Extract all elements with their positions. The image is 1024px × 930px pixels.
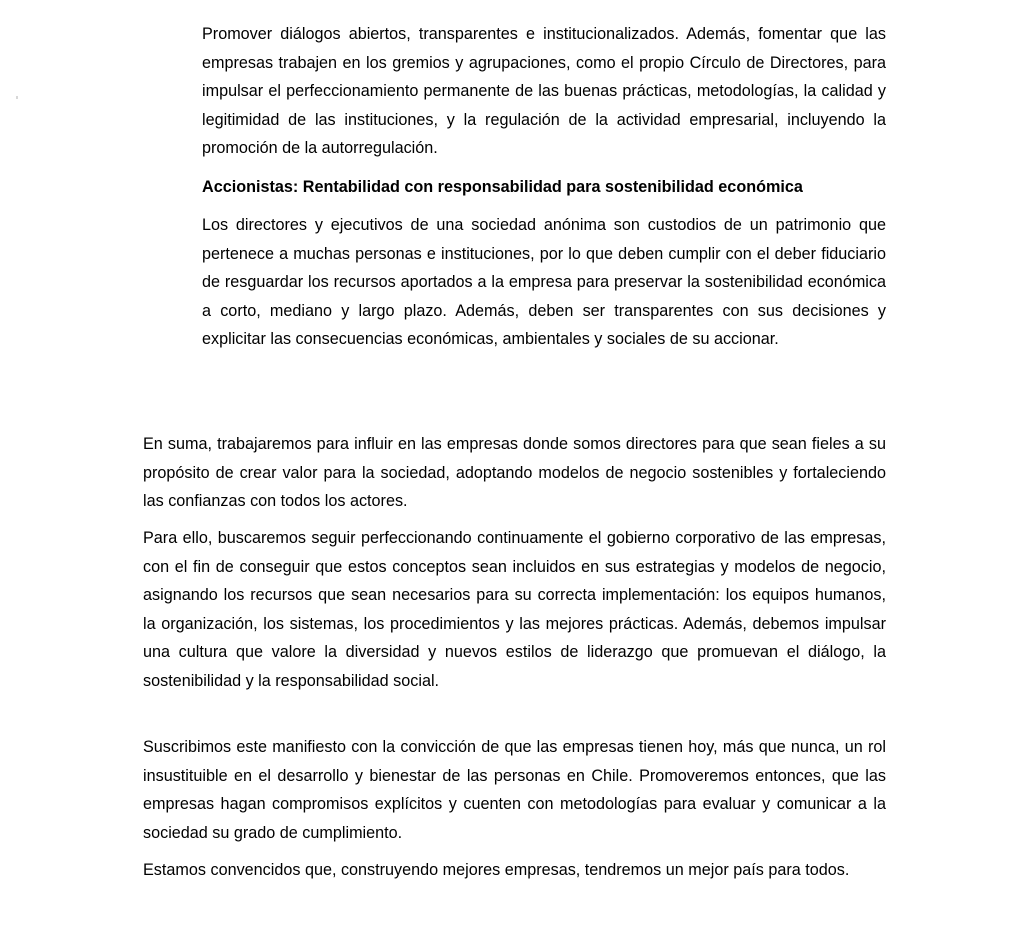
paragraph-estamos-convencidos: Estamos convencidos que, construyendo mejores empresas, tendremos un mejor país para todos. bbox=[143, 861, 850, 879]
paragraph-accionistas: Los directores y ejecutivos de una sociedad anónima son custodios de un patrimonio que pertenece a muchas personas e instituciones, por lo que deben cumplir con el deber fiduciario de resguardar los recursos aportados a la empresa para preservar la sostenibilidad económica a corto, mediano y largo plazo. Además, deben ser transparentes con sus decisiones y explicitar las consecuencias económicas, ambientales y sociales de su accionar. bbox=[202, 216, 886, 349]
section-heading-accionistas: Accionistas: Rentabilidad con responsabilidad para sostenibilidad económica bbox=[202, 178, 803, 196]
paragraph-para-ello: Para ello, buscaremos seguir perfeccionando continuamente el gobierno corporativo de las empresas, con el fin de conseguir que estos conceptos sean incluidos en sus estrategias y modelos de negocio, asignando los recursos que sean necesarios para su correcta implementación: los equipos humanos, la organización, los sistemas, los procedimientos y las mejores prácticas. Además, debemos impulsar una cultura que valore la diversidad y nuevos estilos de liderazgo que promuevan el diálogo, la sostenibilidad y la responsabilidad social. bbox=[143, 529, 886, 690]
paragraph-dialogos: Promover diálogos abiertos, transparentes e institucionalizados. Además, fomentar que las empresas trabajen en los gremios y agrupaciones, como el propio Círculo de Directores, para impulsar el perfeccionamiento permanente de las buenas prácticas, metodologías, la calidad y legitimidad de las instituciones, y la regulación de la actividad empresarial, incluyendo la promoción de la autorregulación. bbox=[202, 25, 886, 158]
margin-mark bbox=[16, 96, 18, 99]
paragraph-en-suma: En suma, trabajaremos para influir en las empresas donde somos directores para que sean fieles a su propósito de crear valor para la sociedad, adoptando modelos de negocio sostenibles y fortaleciendo las confianzas con todos los actores. bbox=[143, 435, 886, 511]
paragraph-suscribimos: Suscribimos este manifiesto con la convicción de que las empresas tienen hoy, más que nunca, un rol insustituible en el desarrollo y bienestar de las personas en Chile. Promoveremos entonces, que las empresas hagan compromisos explícitos y cuenten con metodologías para evaluar y comunicar a la sociedad su grado de cumplimiento. bbox=[143, 738, 886, 842]
